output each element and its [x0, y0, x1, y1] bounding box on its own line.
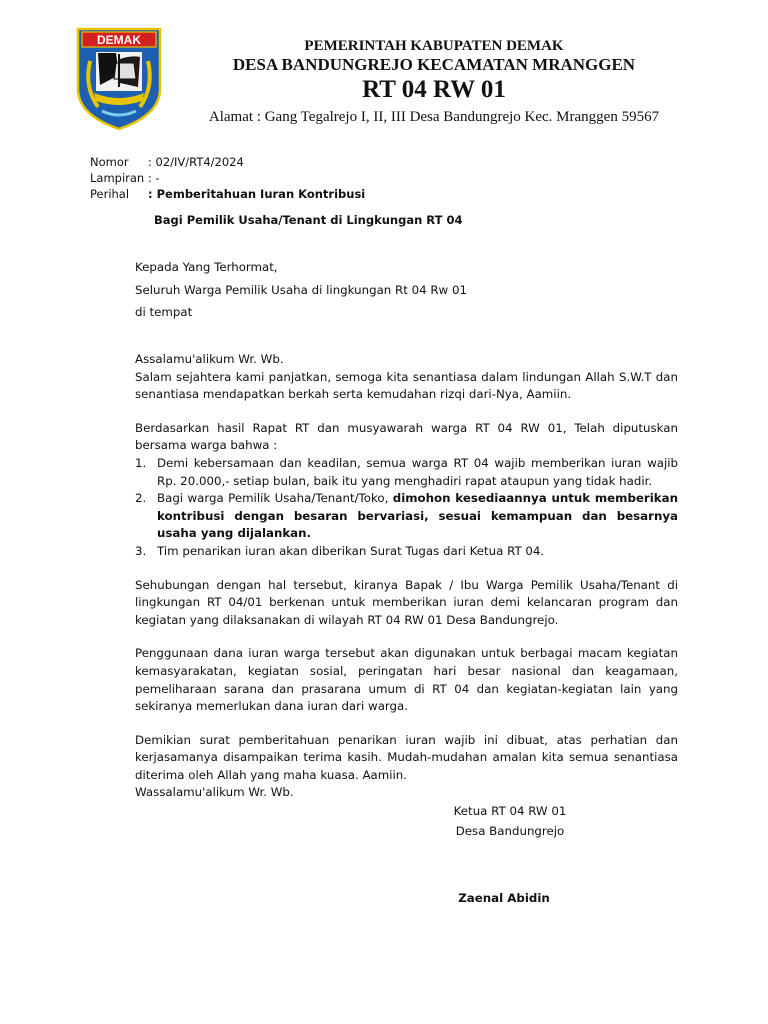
signature-title: Ketua RT 04 RW 01 [453, 804, 567, 818]
meta-label-nomor: Nomor [90, 155, 129, 169]
meta-value-nomor: : 02/IV/RT4/2024 [148, 155, 244, 169]
list-number: 3. [135, 543, 147, 558]
recipient-line-1: Kepada Yang Terhormat, [135, 260, 278, 274]
list-item [135, 490, 678, 543]
meta-label-perihal: Perihal [90, 187, 130, 201]
list-number: 2. [135, 491, 147, 506]
demak-logo [76, 27, 162, 131]
letter-body [135, 351, 678, 802]
letterhead-line-2: DESA BANDUNGREJO KECAMATAN MRANGGEN [232, 55, 636, 74]
list-item [135, 455, 678, 490]
meta-row-perihal [90, 186, 590, 202]
meta-value-perihal: : Pemberitahuan Iuran Kontribusi [148, 187, 366, 201]
list-number: 1. [135, 455, 147, 470]
meta-row-nomor [90, 154, 590, 170]
signature-block [410, 801, 610, 841]
signature-place: Desa Bandungrejo [455, 824, 565, 838]
list-item-text: Tim penarikan iuran akan diberikan Surat Tugas dari Ketua RT 04. [157, 543, 545, 558]
list-item [135, 543, 678, 561]
recipient-line-3: di tempat [135, 305, 193, 319]
list-item-text: Bagi warga Pemilik Usaha/Tenant/Toko, [157, 491, 393, 506]
letter-meta [90, 154, 590, 202]
list-item-text: Demi kebersamaan dan keadilan, semua warga RT 04 wajib memberikan iuran wajib Rp. 20.000,- setiap bulan, baik itu yang menghadiri rapat ataupun yang tidak hadir. [157, 455, 678, 488]
letterhead-line-1: PEMERINTAH KABUPATEN DEMAK [304, 38, 564, 54]
decision-list [135, 455, 678, 561]
greeting: Assalamu'alikum Wr. Wb. [135, 352, 284, 366]
letterhead-title: RT 04 RW 01 [362, 76, 506, 103]
signature-name: Zaenal Abidin [458, 891, 550, 905]
recipient-line-2: Seluruh Warga Pemilik Usaha di lingkungan Rt 04 Rw 01 [135, 283, 467, 297]
demikian-paragraph: Demikian surat pemberitahuan penarikan iuran wajib ini dibuat, atas perhatian dan kerjasamanya disampaikan terima kasih. Mudah-mudahan amalan kita semua senantiasa diterima oleh Allah yang maha kuasa. Aamiin. [135, 732, 678, 782]
meta-value-lampiran: : - [148, 171, 160, 185]
intro-paragraph: Berdasarkan hasil Rapat RT dan musyawarah warga RT 04 RW 01, Telah diputuskan bersama warga bahwa : [135, 420, 678, 453]
sehubungan-paragraph: Sehubungan dengan hal tersebut, kiranya Bapak / Ibu Warga Pemilik Usaha/Tenant di lingkungan RT 04/01 berkenan untuk memberikan iuran demi kelancaran program dan kegiatan yang dilaksanakan di wilayah RT 04 RW 01 Desa Bandungrejo. [135, 577, 678, 627]
closing-greeting: Wassalamu'alikum Wr. Wb. [135, 785, 294, 800]
logo-text: DEMAK [97, 33, 141, 47]
meta-row-lampiran [90, 170, 590, 186]
perihal-subject: Bagi Pemilik Usaha/Tenant di Lingkungan RT 04 [154, 213, 463, 227]
letterhead-address: Alamat : Gang Tegalrejo I, II, III Desa Bandungrejo Kec. Mranggen 59567 [208, 109, 660, 125]
penggunaan-paragraph: Penggunaan dana iuran warga tersebut akan digunakan untuk berbagai macam kegiatan kemasyarakatan, kegiatan sosial, peringatan hari besar nasional dan keagamaan, pemeliharaan sarana dan prasarana umum di RT 04 dan kegiatan-kegiatan lain yang sekiranya memerlukan dana iuran dari warga. [135, 646, 678, 714]
salam-paragraph: Salam sejahtera kami panjatkan, semoga kita senantiasa dalam lindungan Allah S.W.T dan senantiasa mendapatkan berkah serta kemudahan rizqi dari-Nya, Aamiin. [135, 369, 678, 402]
list-item-emphasis: dimohon kesediaannya untuk memberikan kontribusi dengan besaran bervariasi, sesuai kemampuan dan besarnya usaha yang dijalankan. [157, 491, 678, 541]
meta-label-lampiran: Lampiran [90, 171, 145, 185]
